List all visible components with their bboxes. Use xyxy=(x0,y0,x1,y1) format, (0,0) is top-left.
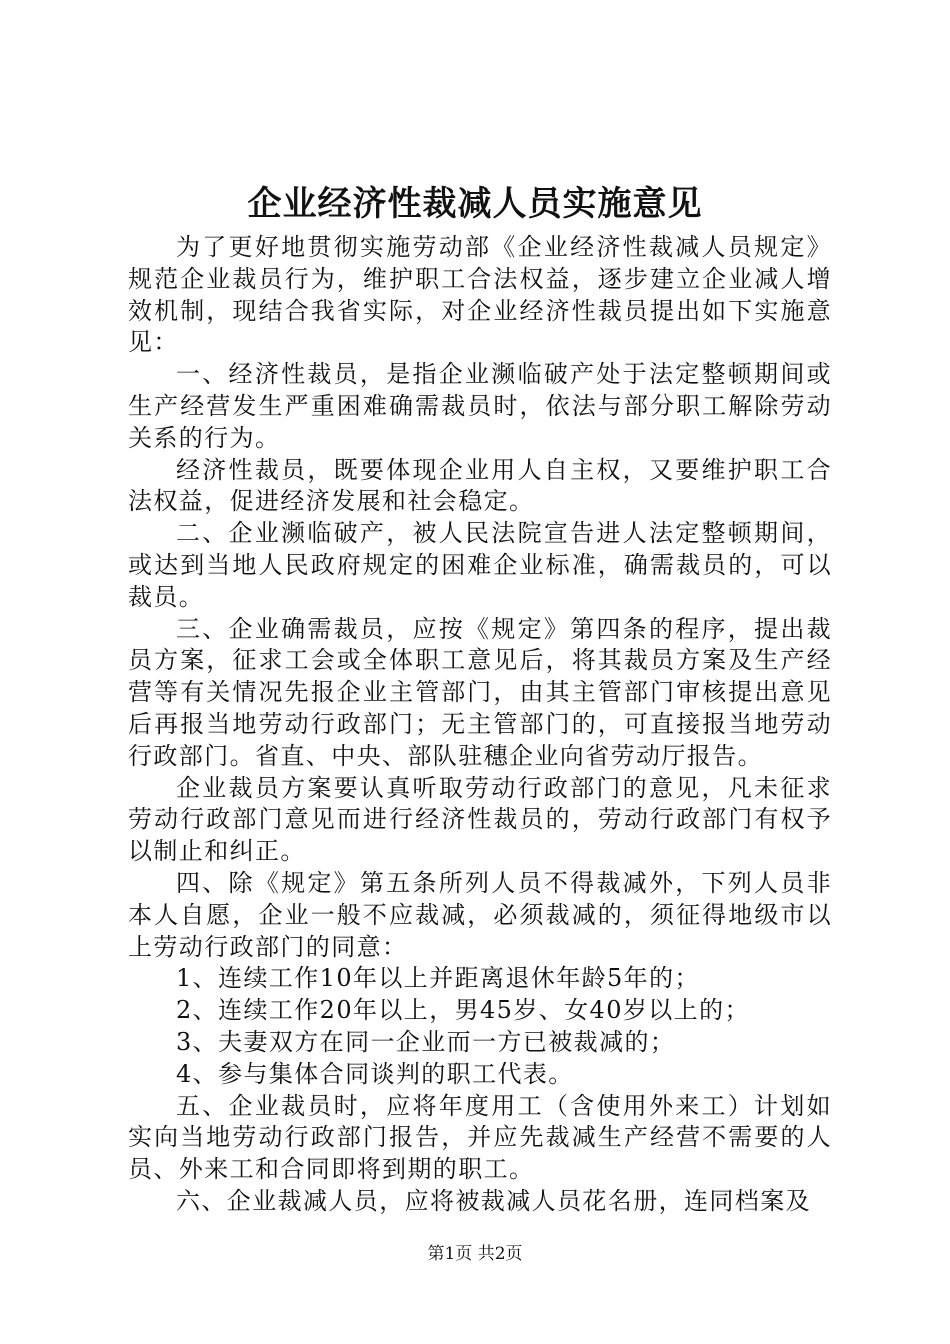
list-item-2: 2、连续工作20年以上，男45岁、女40岁以上的； xyxy=(176,996,750,1025)
paragraph-article-3-note: 企业裁员方案要认真听取劳动行政部门的意见，凡未征求劳动行政部门意见而进行经济性裁员的，劳动行政部门有权予以制止和纠正。 xyxy=(128,773,832,866)
paragraph-article-5: 五、企业裁员时，应将年度用工（含使用外来工）计划如实向当地劳动行政部门报告，并应先裁减生产经营不需要的人员、外来工和合同即将到期的职工。 xyxy=(128,1091,832,1184)
document-body xyxy=(128,232,832,1218)
paragraph-article-4: 四、除《规定》第五条所列人员不得裁减外，下列人员非本人自愿，企业一般不应裁减，必须裁减的，须征得地级市以上劳动行政部门的同意： xyxy=(128,868,832,961)
document-title: 企业经济性裁减人员实施意见 xyxy=(247,184,703,224)
paragraph-article-2: 二、企业濒临破产，被人民法院宣告进人法定整顿期间，或达到当地人民政府规定的困难企业标准，确需裁员的，可以裁员。 xyxy=(128,519,832,611)
paragraph-article-3: 三、企业确需裁员，应按《规定》第四条的程序，提出裁员方案，征求工会或全体职工意见后，将其裁员方案及生产经营等有关情况先报企业主管部门，由其主管部门审核提出意见后再报当地劳动行政部门；无主管部门的，可直接报当地劳动行政部门。省直、中央、部队驻穗企业向省劳动厅报告。 xyxy=(128,614,832,770)
paragraph-article-6: 六、企业裁减人员，应将被裁减人员花名册，连同档案及 xyxy=(176,1186,811,1215)
list-item-4: 4、参与集体合同谈判的职工代表。 xyxy=(176,1059,574,1088)
paragraph-intro: 为了更好地贯彻实施劳动部《企业经济性裁减人员规定》规范企业裁员行为，维护职工合法权益，逐步建立企业减人增效机制，现结合我省实际，对企业经济性裁员提出如下实施意见： xyxy=(128,233,832,357)
paragraph-article-1-note: 经济性裁员，既要体现企业用人自主权，又要维护职工合法权益，促进经济发展和社会稳定。 xyxy=(128,455,832,516)
paragraph-article-1: 一、经济性裁员，是指企业濒临破产处于法定整顿期间或生产经营发生严重困难确需裁员时，依法与部分职工解除劳动关系的行为。 xyxy=(128,360,832,452)
list-item-3: 3、夫妻双方在同一企业而一方已被裁减的； xyxy=(176,1027,676,1056)
list-item-1: 1、连续工作10年以上并距离退休年龄5年的； xyxy=(176,964,700,993)
page-footer: 第1页 共2页 xyxy=(427,1244,523,1264)
